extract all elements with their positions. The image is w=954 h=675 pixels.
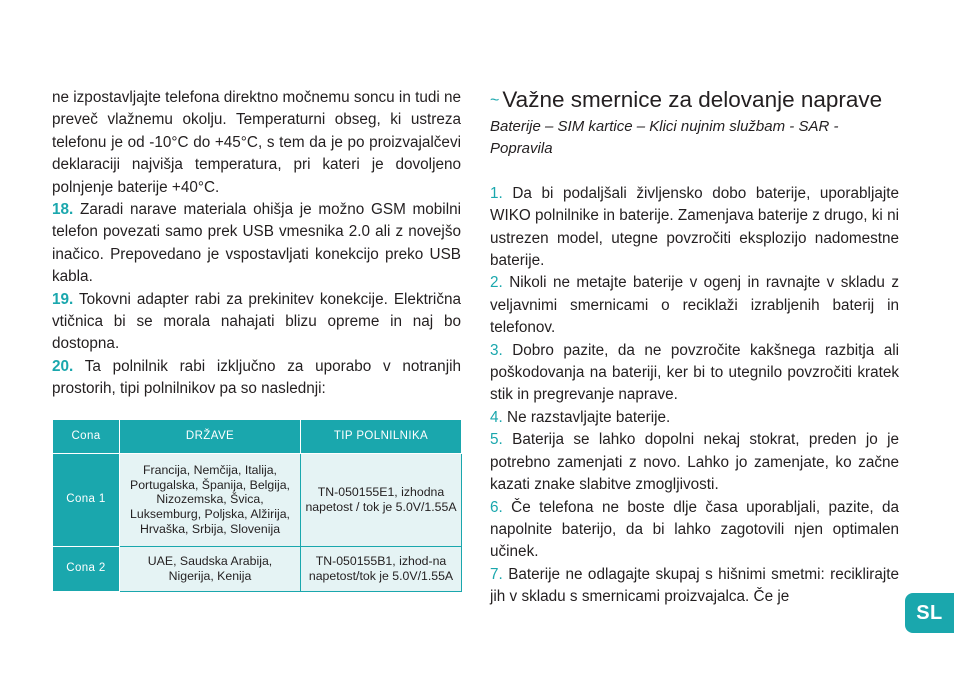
list-item-2 [490,272,899,339]
list-item-18 [52,199,461,289]
item-text: Baterije ne odlagajte skupaj s hišnimi smetmi: reciklirajte jih v skladu s smernicami proizvajalca. Če je [490,565,899,606]
item-text: Če telefona ne boste dlje časa uporabljali, pazite, da napolnite baterijo, da bi lahko zagotovili njen optimalen učinek. [490,498,899,561]
item-text: Baterija se lahko dopolni nekaj stokrat, preden jo je potrebno zamenjati z novo. Lahko jo zamenjate, ko začne kazati znake slabitve zmogljivosti. [490,431,900,494]
item-text: Ne razstavljajte baterije. [507,408,671,426]
item-number: 20. [52,357,74,375]
intro-paragraph: ne izpostavljajte telefona direktno močnemu soncu in tudi ne preveč vlažnemu okolju. Temperaturni obseg, ki ustreza telefonu je od -10°C do +45°C, s tem da je po proizvajalčevi deklaraciji najvišja temperatura, pri kateri je dovoljeno polnjenje baterije +40°C. [52,89,462,196]
tilde-bullet-icon: ~ [490,92,500,109]
list-item-3 [490,340,899,407]
item-number: 4. [490,408,503,426]
table-row [53,453,462,546]
item-number: 3. [490,341,503,359]
item-number: 7. [490,565,503,583]
language-badge: SL [905,593,954,633]
header-charger-type: TIP POLNILNIKA [301,419,462,453]
item-number: 18. [52,201,74,219]
zone-cell: Cona 1 [53,453,120,546]
right-column [490,87,899,609]
list-item-7 [490,564,899,609]
item-text: Tokovni adapter rabi za prekinitev konekcije. Električna vtičnica bi se morala nahajati blizu opreme in naj bo dostopna. [52,290,461,353]
item-text: Nikoli ne metajte baterije v ogenj in ravnajte v skladu z veljavnimi smernicami o reciklaži izrabljenih baterij in telefonov. [490,274,899,337]
list-item-5 [490,429,899,496]
list-item-4 [490,407,899,429]
section-heading [490,87,899,114]
item-number: 5. [490,431,503,449]
list-item-6 [490,497,899,564]
charger-cell: TN-050155E1, izhodna napetost / tok je 5.0V/1.55A [301,453,462,546]
list-item-1 [490,183,899,273]
charger-table [52,419,462,592]
section-subtitle: Baterije – SIM kartice – Klici nujnim službam - SAR - Popravila [490,118,839,158]
countries-cell: UAE, Saudska Arabija, Nigerija, Kenija [120,546,301,591]
item-text: Zaradi narave materiala ohišja je možno GSM mobilni telefon povezati samo prek USB vmesnika 2.0 ali z novejšo inačico. Prepovedano je vspostavljati konekcijo preko USB kabla. [52,201,461,286]
item-number: 2. [490,274,503,292]
charger-cell: TN-050155B1, izhod-na napetost/tok je 5.0V/1.55A [301,546,462,591]
header-zone: Cona [53,419,120,453]
item-number: 1. [490,184,503,202]
item-text: Dobro pazite, da ne povzročite kakšnega razbitja ali poškodovanja na bateriji, ker bi to utegnilo povzročiti kratek stik in pregrevanje naprave. [490,341,900,404]
item-number: 19. [52,290,74,308]
header-countries: DRŽAVE [120,419,301,453]
countries-cell: Francija, Nemčija, Italija, Portugalska, Španija, Belgija, Nizozemska, Švica, Luksemburg, Poljska, Alžirija, Hrvaška, Srbija, Slovenija [120,453,301,546]
zone-cell: Cona 2 [53,546,120,591]
table-row [53,546,462,591]
item-text: Da bi podaljšali življensko dobo baterije, uporabljajte WIKO polnilnike in baterije. Zamenjava baterije z drugo, ki ni ustrezen model, utegne povzročiti eksplozijo nadomestne baterije. [490,184,900,270]
left-column [52,87,461,592]
heading-text: Važne smernice za delovanje naprave [502,87,883,112]
list-item-19 [52,289,461,356]
item-text: Ta polnilnik rabi izključno za uporabo v notranjih prostorih, tipi polnilnikov pa so naslednji: [52,357,461,398]
spacer [490,161,899,183]
table-header-row [53,419,462,453]
list-item-20 [52,356,461,401]
item-number: 6. [490,498,503,516]
